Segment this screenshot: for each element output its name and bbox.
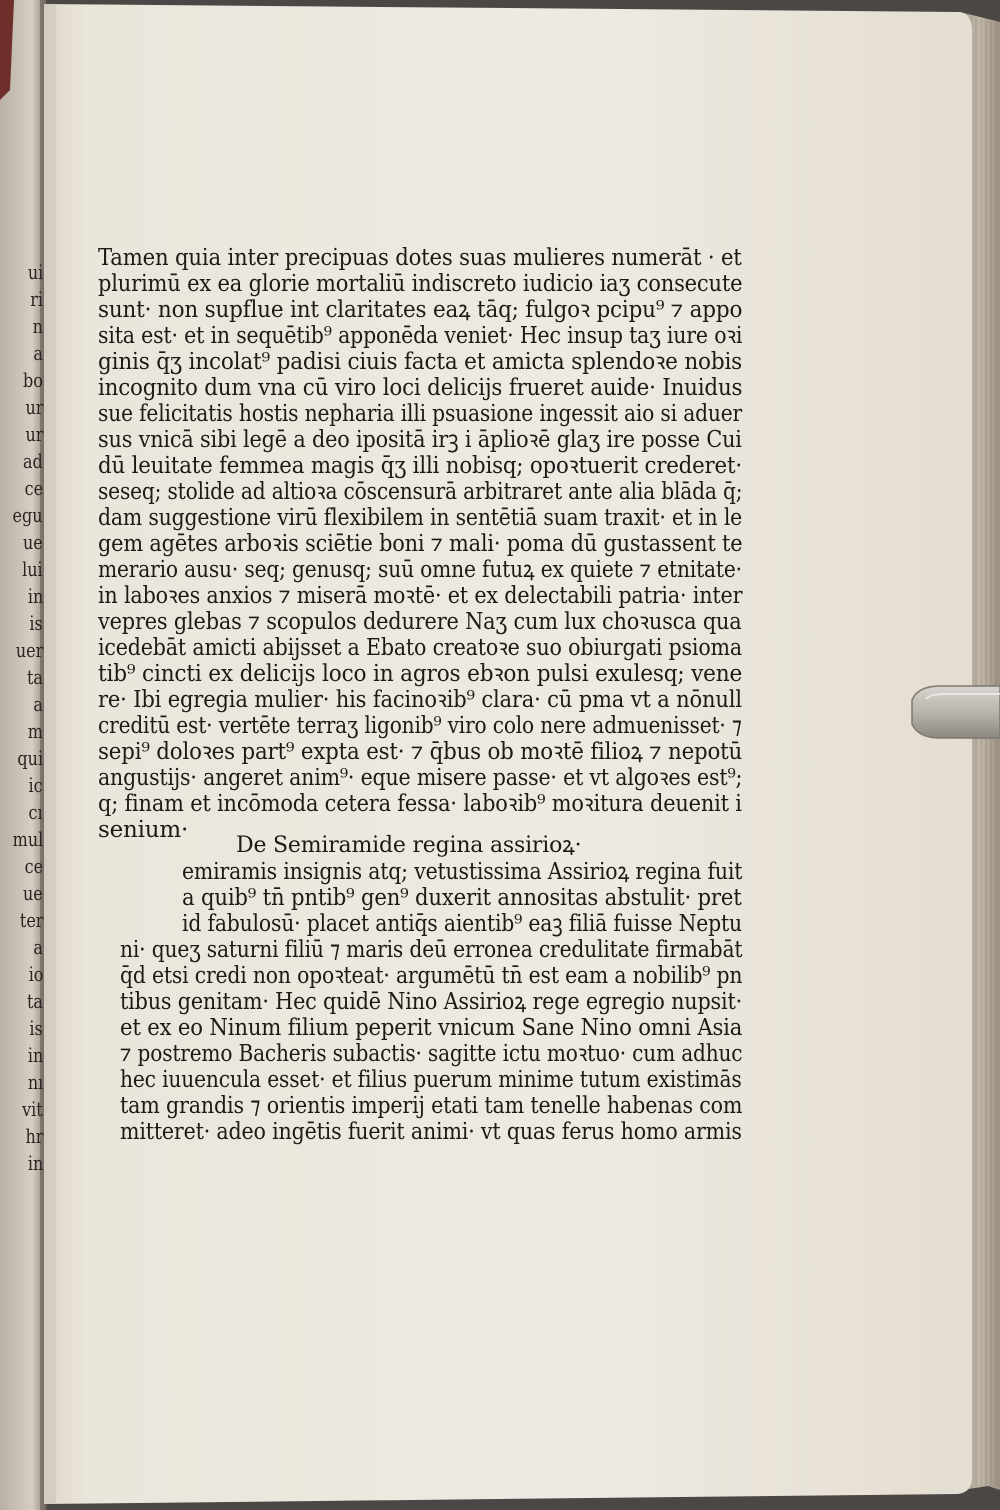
text-line: tam grandis ⁊ orientis imperij etati tam tenelle habenas com	[120, 1093, 743, 1119]
fragment: ic	[28, 773, 43, 797]
fragment: egu	[12, 503, 43, 527]
text-line: vepres glebas ⁊ scopulos dedurere Naʒ cum lux choꝛusca qua	[98, 609, 742, 635]
fragment: ue	[23, 530, 43, 554]
text-line: mitteret· adeo ingētis fuerit animi· vt quas ferus homo armis	[120, 1119, 742, 1145]
text-line: merario ausu· seq; genusq; suū omne futuꝝ ex quiete ⁊ etnitate·	[98, 557, 742, 583]
fragment: ce	[24, 476, 43, 500]
text-line: ⁊ postremo Bacheris subactis· sagitte ictu moꝛtuo· cum adhuc	[120, 1041, 743, 1067]
text-line: ginis q̄ʒ incolat⁹ padisi ciuis facta et amicta splendoꝛe nobis	[98, 349, 743, 375]
text-line: seseq; stolide ad altioꝛa cōscensurā arbitraret ante alia blāda q̄;	[98, 479, 743, 505]
fragment: cı	[28, 800, 43, 824]
text-line: sue felicitatis hostis nepharia illi psuasione ingessit aio si aduer	[98, 401, 743, 427]
text-line: Tamen quia inter precipuas dotes suas mulieres numerāt · et	[98, 245, 742, 271]
fragment: ui	[27, 260, 43, 284]
text-line: re· Ibi egregia mulier· his facinoꝛib⁹ clara· cū pma vt a nōnull	[98, 687, 742, 713]
text-line: in laboꝛes anxios ⁊ miserā moꝛtē· et ex delectabili patria· inter	[98, 583, 743, 609]
fragment: a	[33, 935, 43, 959]
fragment: ce	[24, 854, 43, 878]
fragment: mul	[12, 827, 43, 851]
text-line: plurimū ex ea glorie mortaliū indiscreto iudicio iaʒ consecute	[98, 271, 743, 297]
text-line: icedebāt amicti abijsset a Ebato creatoꝛe suo obiurgati psioma	[98, 635, 743, 661]
fragment: in	[27, 1151, 43, 1175]
chapter-heading: De Semiramide regina assirioꝝ·	[236, 833, 582, 858]
text-line: emiramis insignis atq; vetustissima Assirioꝝ regina fuit	[182, 859, 743, 885]
fragment: bo	[23, 368, 43, 392]
fragment: a	[33, 692, 43, 716]
text-line: a quib⁹ tn̄ pntib⁹ gen⁹ duxerit annositas abstulit· pret	[182, 885, 742, 911]
fragment: a	[33, 341, 43, 365]
fragment: n	[32, 314, 43, 338]
fragment: qui	[17, 746, 43, 770]
fragment: nı	[27, 1070, 43, 1094]
text-line: tibus genitam· Hec quidē Nino Assirioꝝ rege egregio nupsit·	[120, 989, 743, 1015]
text-line: q̄d etsi credi non opoꝛteat· argumētū tn̄ est eam a nobilib⁹ pn	[120, 963, 743, 989]
text-line: hec iuuencula esset· et filius puerum minime tutum existimās	[120, 1067, 742, 1093]
fragment: ue	[23, 881, 43, 905]
fragment: m	[27, 719, 43, 743]
text-line: sus vnicā sibi legē a deo ipositā irꝫ i āplioꝛē glaʒ ire posse Cui	[98, 427, 742, 453]
text-line: incognito dum vna cū viro loci delicijs frueret auide· Inuidus	[98, 375, 743, 401]
fragment: uer	[15, 638, 43, 662]
text-line: et ex eo Ninum filium peperit vnicum Sane Nino omni Asia	[120, 1015, 743, 1041]
text-line: tib⁹ cincti ex delicijs loco in agros ebꝛon pulsi exulesq; vene	[98, 661, 743, 687]
fragment: ur	[25, 395, 43, 419]
text-line: sepi⁹ doloꝛes part⁹ expta est· ⁊ q̄bus ob moꝛtē filioꝝ ⁊ nepotū	[98, 739, 743, 765]
fragment: is	[29, 1016, 43, 1040]
text-line: senium·	[98, 817, 189, 843]
text-line: sita est· et in sequētib⁹ apponēda veniet· Hec insup taʒ iure oꝛi	[98, 323, 743, 349]
fragment: in	[27, 1043, 43, 1067]
text-line: id fabulosū· placet antiq̄s aientib⁹ eaꝫ filiā fuisse Neptu	[182, 911, 742, 937]
fragment: hr	[25, 1124, 43, 1148]
fragment: in	[27, 584, 43, 608]
fragment: ri	[30, 287, 43, 311]
fragment: lui	[22, 557, 43, 581]
fragment: is	[29, 611, 43, 635]
text-line: dam suggestione virū flexibilem in sentētiā suam traxit· et in le	[98, 505, 743, 531]
fragment: ter	[19, 908, 43, 932]
text-line: angustijs· angeret anim⁹· eque misere passe· et vt algoꝛes est⁹;	[98, 765, 743, 791]
fragment: ta	[27, 989, 43, 1013]
fragment: ad	[23, 449, 43, 473]
fragment: ur	[25, 422, 43, 446]
text-line: q; finam et incōmoda cetera fessa· laboꝛib⁹ moꝛitura deuenit i	[98, 791, 742, 817]
text-line: sunt· non supflue int claritates eaꝝ tāq; fulgoꝛ pcipu⁹ ⁊ appo	[98, 297, 743, 323]
text-line: gem agētes arboꝛis sciētie boni ⁊ mali· poma dū gustassent te	[98, 531, 743, 557]
fragment: ta	[27, 665, 43, 689]
fragment: vit	[22, 1097, 43, 1121]
text-line: dū leuitate femmea magis q̄ʒ illi nobisq; opoꝛtuerit crederet·	[98, 453, 742, 479]
fragment: io	[28, 962, 43, 986]
text-line: ni· queʒ saturni filiū ⁊ maris deū erronea credulitate firmabāt	[120, 937, 743, 963]
text-line: creditū est· vertēte terraʒ ligonib⁹ viro colo nere admuenisset· ⁊	[98, 713, 742, 739]
